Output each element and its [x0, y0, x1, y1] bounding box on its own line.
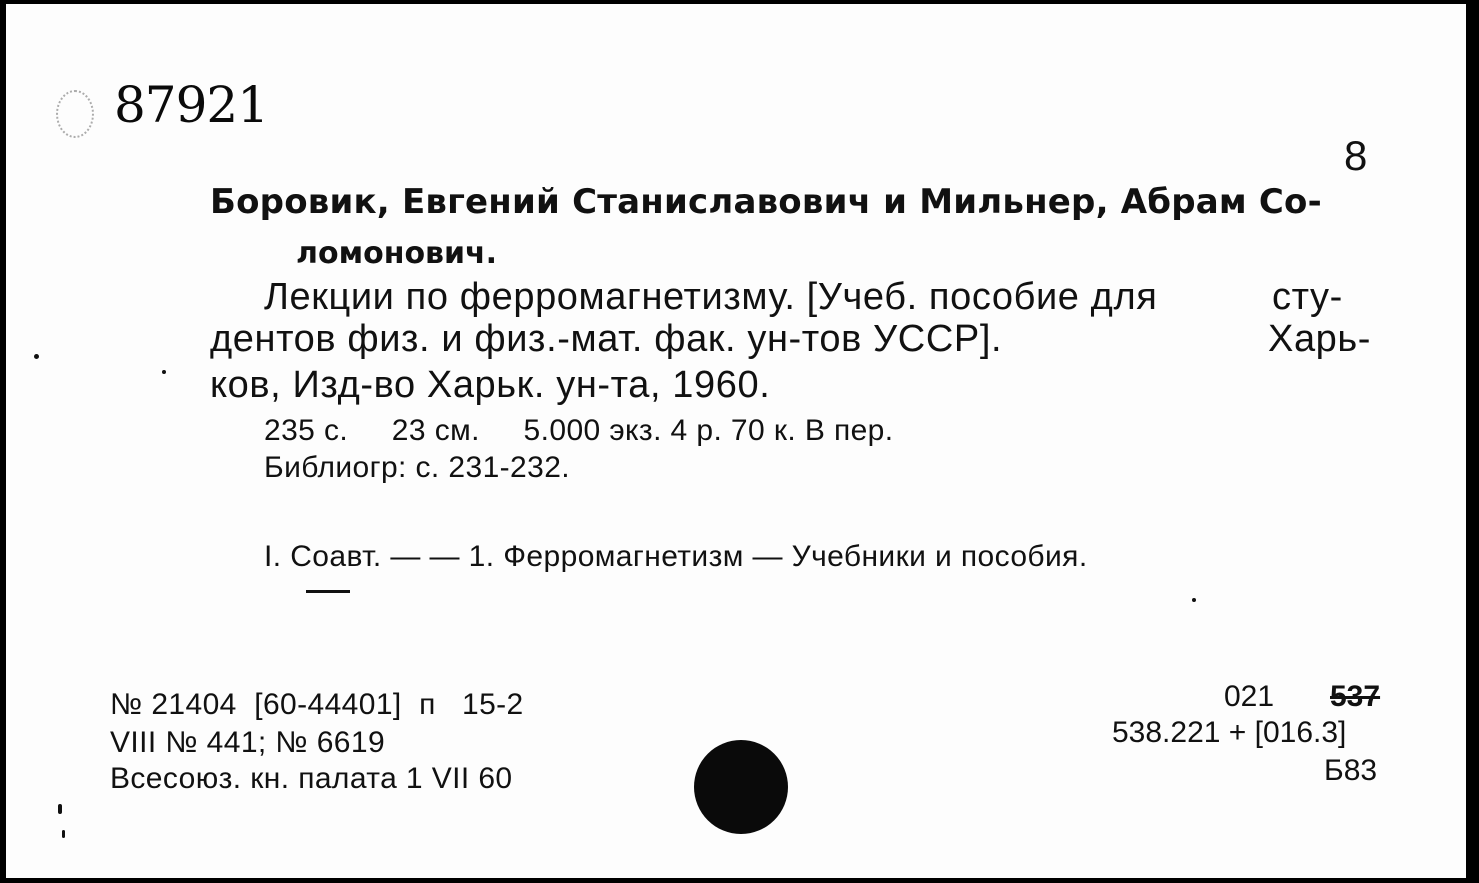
- class-number-2: 538.221 + [016.3]: [1112, 716, 1347, 749]
- title-line-1-end: сту-: [1272, 276, 1343, 318]
- speck: [162, 370, 166, 374]
- footer-line-1: № 21404 [60-44401] п 15-2: [110, 688, 524, 721]
- collation-line-1: 235 с. 23 см. 5.000 экз. 4 р. 70 к. В пер.: [264, 414, 894, 447]
- title-line-1: Лекции по ферромагнетизму. [Учеб. пособие для: [264, 276, 1158, 318]
- speck: [58, 804, 62, 814]
- title-line-2-end: Харь-: [1268, 318, 1372, 360]
- title-line-2: дентов физ. и физ.-мат. фак. ун-тов УССР].: [210, 318, 1003, 360]
- class-number-struck: 537: [1330, 680, 1381, 713]
- collation-line-2: Библиогр: с. 231-232.: [264, 451, 571, 484]
- speck: [1192, 598, 1196, 602]
- underline-mark: [306, 590, 350, 593]
- scan-border: [1466, 0, 1479, 883]
- speck: [62, 830, 65, 838]
- speck: [34, 354, 39, 359]
- punch-hole: [694, 740, 788, 834]
- footer-line-2: VIII № 441; № 6619: [110, 726, 386, 759]
- shelf-mark: 8: [1344, 132, 1368, 179]
- footer-line-3: Всесоюз. кн. палата 1 VII 60: [110, 762, 513, 795]
- stamp-mark: [56, 90, 94, 138]
- subject-headings: I. Соавт. — — 1. Ферромагнетизм — Учебники и пособия.: [264, 540, 1088, 573]
- title-line-3: ков, Изд-во Харьк. ун-та, 1960.: [210, 364, 771, 406]
- catalog-card: [6, 4, 1468, 878]
- author-line-2: ломонович.: [296, 236, 498, 271]
- author-mark: Б83: [1324, 754, 1378, 787]
- inventory-number: 87921: [114, 76, 269, 134]
- author-line-1: Боровик, Евгений Станиславович и Мильнер, Абрам Со-: [210, 182, 1322, 222]
- class-number-1: 021: [1224, 680, 1275, 713]
